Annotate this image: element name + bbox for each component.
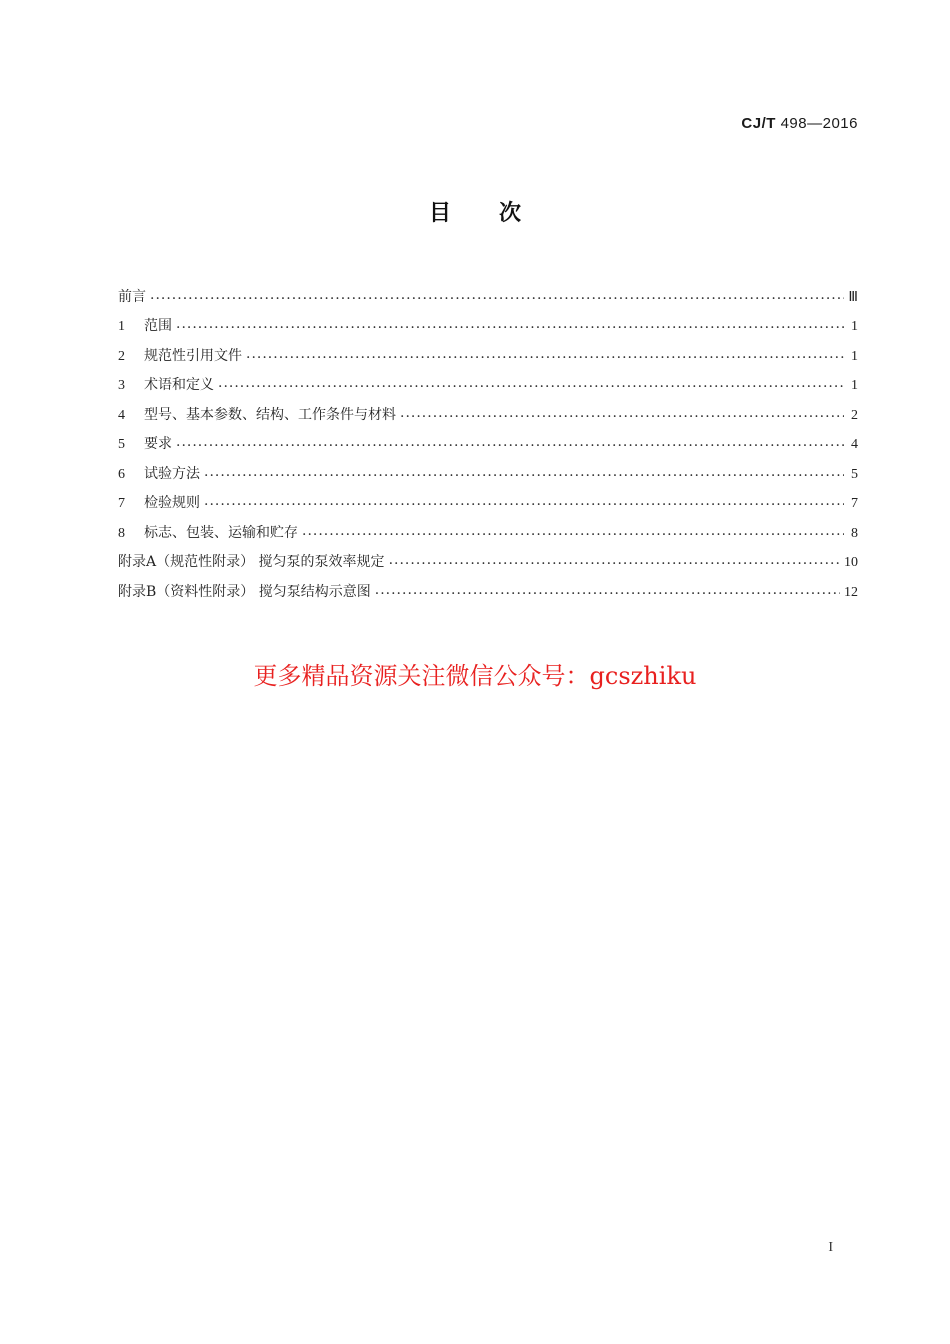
toc-entry-number: 2 (118, 348, 125, 364)
promo-text: 更多精品资源关注微信公众号：gcszhiku (253, 662, 697, 690)
toc-entry-number: 4 (118, 407, 125, 423)
toc-leader-dots (150, 292, 844, 306)
toc-entry-number: 1 (118, 319, 125, 334)
standard-code: CJ/T (741, 115, 776, 132)
toc-entry-page: 7 (851, 496, 858, 511)
toc-leader-dots (400, 410, 844, 424)
toc-entry[interactable] (118, 306, 858, 336)
toc-entry[interactable] (118, 365, 858, 395)
toc-leader-dots (204, 498, 844, 512)
toc-entry-number: 6 (118, 466, 125, 482)
toc-leader-dots (218, 380, 844, 394)
toc-entry[interactable] (118, 483, 858, 513)
toc-entry-page: 4 (851, 437, 858, 452)
toc-entry-title: 附录A（规范性附录） 搅匀泵的泵效率规定 (118, 554, 385, 570)
toc-entry[interactable] (118, 571, 858, 601)
toc-entry-title: 检验规则 (144, 495, 200, 511)
toc-entry[interactable] (118, 335, 858, 365)
toc-leader-dots (375, 587, 840, 601)
toc-entry-title: 试验方法 (144, 465, 200, 482)
page-number: I (828, 1240, 833, 1255)
toc-leader-dots (204, 469, 844, 483)
toc-entry-title: 规范性引用文件 (144, 347, 242, 364)
toc-entry-title: 前言 (118, 288, 146, 305)
toc-entry-number: 5 (118, 437, 125, 452)
toc-entry-title: 要求 (144, 436, 172, 452)
standard-number-header (741, 115, 858, 132)
standard-number: 498—2016 (780, 115, 858, 132)
toc-entry-page: 5 (851, 466, 858, 482)
toc-entry[interactable] (118, 453, 858, 483)
toc-entry-title: 附录B（资料性附录） 搅匀泵结构示意图 (118, 583, 371, 600)
toc-entry[interactable] (118, 512, 858, 542)
toc-entry-page: Ⅲ (848, 289, 858, 305)
toc-entry-number: 7 (118, 496, 125, 511)
toc-entry-page: 12 (844, 584, 858, 600)
toc-entry-page: 1 (851, 319, 858, 334)
toc-entry[interactable] (118, 394, 858, 424)
table-of-contents (118, 276, 858, 601)
toc-entry-number: 3 (118, 378, 125, 393)
toc-leader-dots (302, 528, 844, 542)
toc-entry[interactable] (118, 276, 858, 306)
toc-entry-page: 2 (851, 407, 858, 423)
page-title: 目次 (428, 201, 569, 226)
toc-entry-title: 标志、包装、运输和贮存 (144, 524, 298, 541)
toc-entry[interactable] (118, 542, 858, 572)
toc-entry-number: 8 (118, 525, 125, 541)
toc-entry[interactable] (118, 424, 858, 454)
toc-entry-title: 范围 (144, 318, 172, 334)
toc-leader-dots (176, 439, 844, 453)
toc-entry-title: 术语和定义 (144, 377, 214, 393)
toc-entry-page: 10 (844, 555, 858, 570)
toc-leader-dots (389, 557, 840, 571)
toc-leader-dots (246, 351, 844, 365)
toc-entry-title: 型号、基本参数、结构、工作条件与材料 (144, 406, 396, 423)
toc-leader-dots (176, 321, 844, 335)
toc-entry-page: 8 (851, 525, 858, 541)
toc-entry-page: 1 (851, 348, 858, 364)
toc-entry-page: 1 (851, 378, 858, 393)
